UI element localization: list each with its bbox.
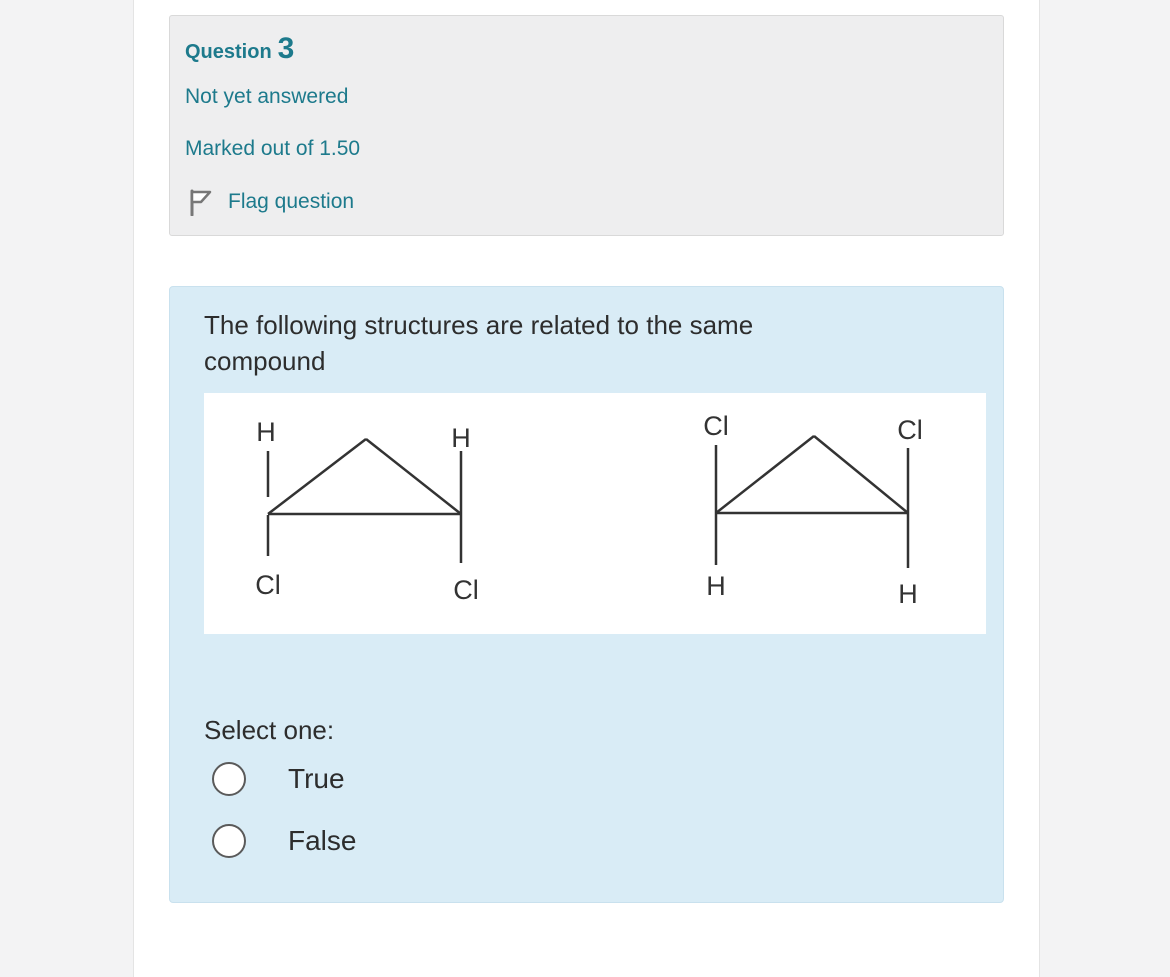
structure-1-top-left-atom: H: [256, 417, 276, 447]
structures-figure: [204, 393, 986, 634]
flag-icon: [188, 188, 214, 216]
question-content-panel: [169, 286, 1004, 903]
answer-option-false-label: False: [288, 825, 357, 856]
structure-2: [703, 411, 923, 609]
structure-2-bottom-right-atom: H: [898, 579, 918, 609]
structure-2-top-left-atom: Cl: [703, 411, 729, 441]
question-prefix: Question: [185, 41, 272, 63]
flag-question-label: Flag question: [228, 190, 355, 213]
answer-option-true[interactable]: [212, 762, 345, 796]
structure-2-bottom-left-atom: H: [706, 571, 726, 601]
answer-option-false[interactable]: [212, 824, 356, 858]
flag-question-link[interactable]: [188, 188, 354, 216]
question-text: The following structures are related to the same compound: [204, 310, 754, 376]
radio-false[interactable]: [212, 824, 246, 858]
answer-option-true-label: True: [288, 763, 345, 794]
radio-true[interactable]: [212, 762, 246, 796]
structure-1-top-right-atom: H: [451, 423, 471, 453]
question-info-panel: [169, 15, 1004, 236]
structure-1-bottom-left-atom: Cl: [255, 570, 281, 600]
question-number: 3: [277, 32, 295, 65]
structure-2-top-right-atom: Cl: [897, 415, 923, 445]
structure-1: [255, 417, 479, 605]
question-title: [185, 32, 294, 66]
question-status: Not yet answered: [185, 85, 349, 108]
question-marks: Marked out of 1.50: [185, 137, 361, 160]
structure-1-bottom-right-atom: Cl: [453, 575, 479, 605]
select-one-label: Select one:: [204, 715, 335, 745]
